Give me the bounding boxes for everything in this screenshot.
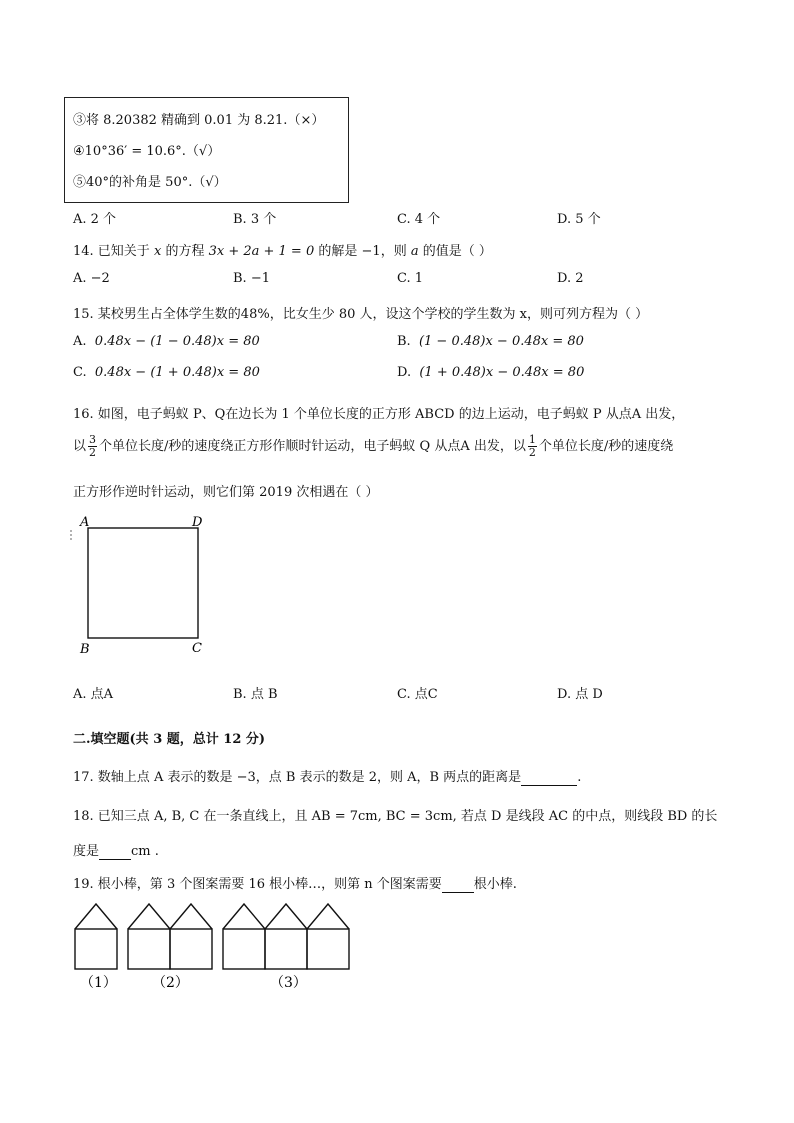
square-abcd-figure (66, 510, 216, 660)
label-b: B (80, 642, 90, 657)
q19-stick-patterns (66, 896, 366, 996)
statement-3: ③将 8.20382 精确到 0.01 为 8.21.（×） (73, 113, 325, 128)
q16-line1: 16. 如图，电子蚂蚁 P、Q在边长为 1 个单位长度的正方形 ABCD 的边上运动，电子蚂蚁 P 从点A 出发， (73, 407, 685, 422)
q13-option-d[interactable]: D. 5 个 (557, 212, 601, 227)
label-a: A (80, 515, 90, 530)
q14-stem: 14. 已知关于 x 的方程 3x + 2a + 1 = 0 的解是 −1，则 a 的值是（ ） (73, 244, 492, 259)
q16-option-d[interactable]: D. 点 D (557, 687, 603, 702)
fraction-three-halves: $\frac{3}{2}$ (89, 433, 97, 459)
caption-2: （2） (152, 975, 189, 991)
q16-option-b[interactable]: B. 点 B (233, 687, 278, 702)
q17-stem: 17. 数轴上点 A 表示的数是 −3，点 B 表示的数是 2，则 A，B 两点的距离是 . (73, 770, 582, 785)
q13-option-a[interactable]: A. 2 个 (73, 212, 117, 227)
q14-option-a[interactable]: A. −2 (73, 271, 110, 286)
q19-answer-blank[interactable] (442, 877, 474, 893)
q15-option-c[interactable]: C. 0.48x − (1 + 0.48)x = 80 (73, 365, 260, 380)
q18-line2: 度是 cm . (73, 844, 159, 859)
pattern-1 (75, 904, 117, 969)
fraction-one-half: $\frac{1}{2}$ (528, 433, 536, 459)
q18-line1: 18. 已知三点 A, B, C 在一条直线上，且 AB = 7cm, BC = 3cm, 若点 D 是线段 AC 的中点，则线段 BD 的长 (73, 809, 718, 824)
q19-stem: 19. 根小棒，第 3 个图案需要 16 根小棒…，则第 n 个图案需要 根小棒. (73, 877, 517, 892)
q14-option-c[interactable]: C. 1 (397, 271, 424, 286)
q15-stem: 15. 某校男生占全体学生数的48%，比女生少 80 人，设这个学校的学生数为 x，则可列方程为（ ） (73, 307, 649, 322)
square-abcd (88, 528, 198, 638)
statement-5: ⑤40°的补角是 50°.（√） (73, 175, 227, 190)
caption-3: （3） (270, 975, 307, 991)
statement-4: ④10°36′ = 10.6°.（√） (73, 144, 221, 159)
pattern-3 (223, 904, 349, 969)
q17-answer-blank[interactable] (521, 770, 577, 786)
label-c: C (192, 641, 202, 656)
q16-line3: 正方形作逆时针运动，则它们第 2019 次相遇在（ ） (73, 485, 379, 500)
section-2-title: 二.填空题(共 3 题，总计 12 分) (73, 732, 266, 747)
q15-option-a[interactable]: A. 0.48x − (1 − 0.48)x = 80 (73, 334, 260, 349)
q15-option-b[interactable]: B. (1 − 0.48)x − 0.48x = 80 (397, 334, 584, 349)
q16-option-c[interactable]: C. 点C (397, 687, 438, 702)
statement-box (64, 97, 349, 203)
label-d: D (192, 515, 203, 530)
caption-1: （1） (80, 975, 117, 991)
q13-option-c[interactable]: C. 4 个 (397, 212, 441, 227)
q14-option-b[interactable]: B. −1 (233, 271, 270, 286)
q15-option-d[interactable]: D. (1 + 0.48)x − 0.48x = 80 (397, 365, 585, 380)
pattern-2 (128, 904, 212, 969)
q14-option-d[interactable]: D. 2 (557, 271, 584, 286)
q13-option-b[interactable]: B. 3 个 (233, 212, 277, 227)
q18-answer-blank[interactable] (99, 844, 131, 860)
q16-option-a[interactable]: A. 点A (73, 687, 114, 702)
q16-line2: 以 $\frac{3}{2}$ 个单位长度/秒的速度绕正方形作顺时针运动，电子蚂蚁 Q 从点A 出发，以 $\frac{1}{2}$ 个单位长度/秒的速度绕 (73, 433, 674, 459)
